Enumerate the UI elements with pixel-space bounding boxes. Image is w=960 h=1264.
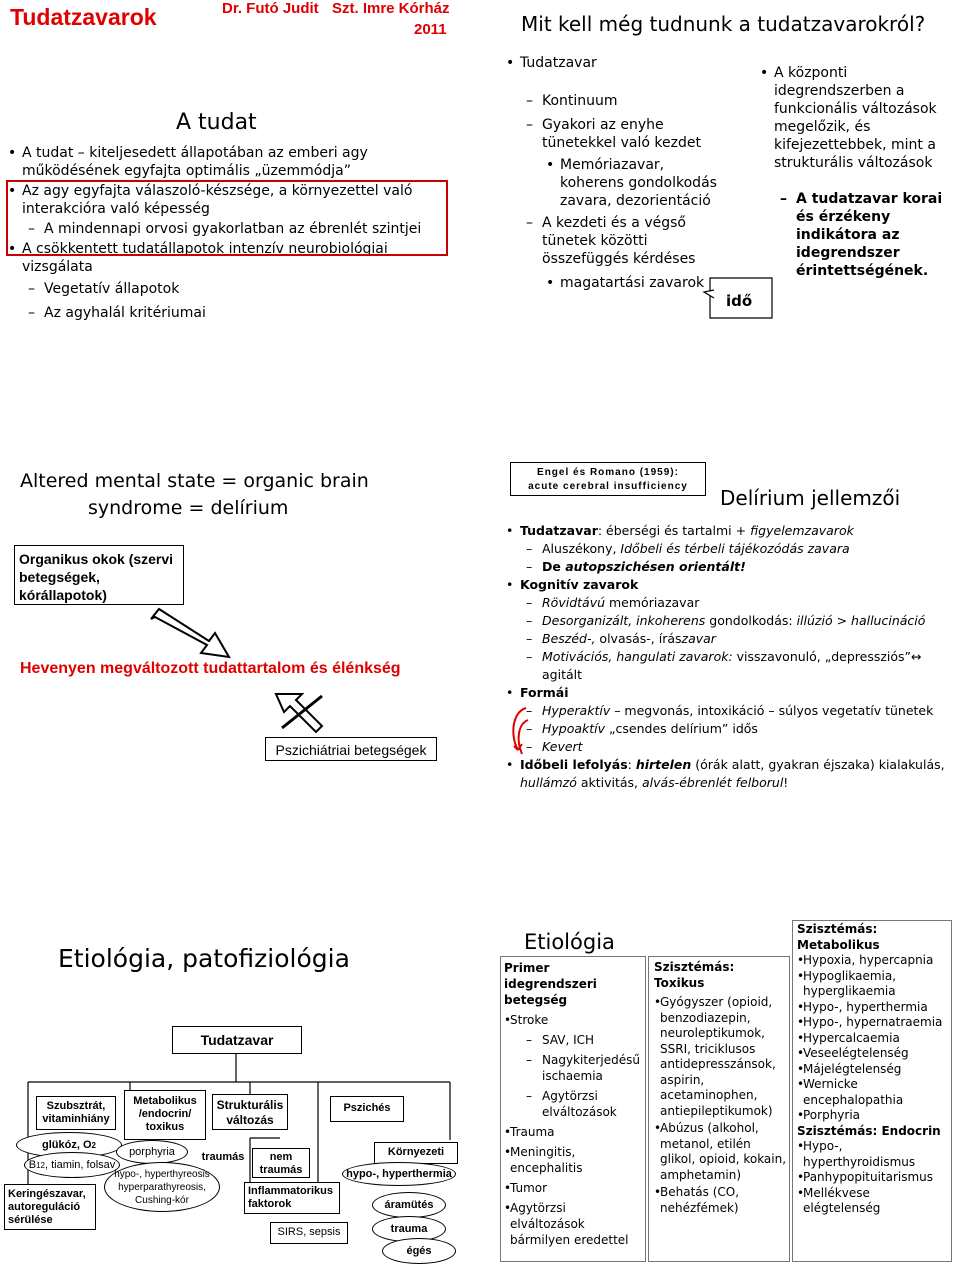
list-item: • Hypo-, hypernatraemia [797,1015,951,1031]
bullet: • Időbeli lefolyás: hirtelen (órák alatt, gyakran éjszaka) kialakulás, hullámzó aktivitás, alvás-ébrenlét felborul! [506,756,946,792]
hypot-oval: hypo-, hyperthermia [342,1162,456,1186]
engel-line1: Engel és Romano (1959): [537,467,679,478]
pszich-box: Pszichés [330,1096,404,1122]
dash-item: – Vegetatív állapotok [28,280,448,298]
highlight-box [6,180,448,256]
slide3-title-1: Altered mental state = organic brain [20,470,369,492]
slide2-title: Mit kell még tudnunk a tudatzavarokról? [521,12,926,36]
list-item: • Porphyria [797,1108,951,1124]
dash-item: – Kontinuum [526,92,726,110]
bullet: • Tudatzavar: éberségi és tartalmi + figyelemzavarok [506,522,946,540]
dash-item: – A tudatzavar korai és érzékeny indikátora az idegrendszer érintettségének. [780,190,950,280]
slide5-title: Etiológia, patofiziológia [58,944,350,973]
hypo-oval: hypo-, hyperthyreosis hyperparathyreosis, Cushing-kór [104,1162,220,1212]
list-item: • Meningitis, encephalitis [504,1144,644,1176]
list-item: • Hypercalcaemia [797,1031,951,1047]
slide4-title: Delírium jellemzői [720,486,901,510]
col3-heading: Szisztémás: Metabolikus [797,922,880,952]
list-item: • Veseelégtelenség [797,1046,951,1062]
list-item: • Abúzus (alkohol, metanol, etilén glikol, opioid, kokain, amphetamin) [654,1121,788,1183]
bullet: • A tudat – kiteljesedett állapotában az emberi agy működésének egyfajta optimális „üzemmódja” [8,144,448,180]
dash-item: – A mindennapi orvosi gyakorlatban az ébrenlét szintjei [28,220,448,238]
year: 2011 [414,21,447,38]
red-bracket-icon [506,706,532,762]
tudatzavar-box: Tudatzavar [172,1026,302,1054]
list-item: • Hypoxia, hypercapnia [797,953,951,969]
ido-label: idő [726,292,753,310]
dash-item: – Aluszékony, Időbeli és térbeli tájékozódás zavara [526,540,946,558]
col2 [654,960,788,1216]
list-item: • Panhypopituitarismus [797,1170,951,1186]
porphyria-oval: porphyria [116,1140,188,1164]
list-item: – Nagykiterjedésű ischaemia [526,1052,642,1084]
list-item: • Tumor [504,1180,644,1196]
hospital: Szt. Imre Kórház [332,0,450,17]
dash-item: – Rövidtávú memóriazavar [526,594,946,612]
glukoz-oval: glükóz, O 2 [16,1132,122,1158]
slide1-title: A tudat [176,110,257,135]
col3 [797,922,951,1217]
dash-item: – Kevert [526,738,946,756]
dash-item: – Gyakori az enyhe tünetekkel való kezdet [526,116,702,152]
eges-oval: égés [382,1238,456,1264]
engel-box [510,462,706,496]
psychiatric-box: Pszichiátriai betegségek [265,737,437,761]
strukt-box: Strukturális változás [212,1094,288,1130]
bullet: • Tudatzavar [506,54,726,72]
dash-item: – Hyperaktív – megvonás, intoxikáció – súlyos vegetatív tünetek [526,702,946,720]
acute-change-text: Hevenyen megváltozott tudattartalom és élénkség [20,660,401,677]
list-item: • Behatás (CO, nehézfémek) [654,1185,788,1216]
sub-bullet: • Memóriazavar, koherens gondolkodás zavara, dezorientáció [546,156,720,210]
col1-heading: Primer idegrendszeri betegség [504,961,597,1007]
list-item: • Hypo-, hyperthermia [797,1000,951,1016]
list-item: • Mellékvese elégtelenség [797,1186,951,1217]
double-arrow-icon: ↔ [911,649,922,664]
sub-bullet: • magatartási zavarok [546,274,730,292]
sirs-box: SIRS, sepsis [270,1222,348,1244]
dash-item: – Beszéd-, olvasás-, írászavar [526,630,946,648]
list-item: • Hypoglikaemia, hyperglikaemia [797,969,951,1000]
nemtraumas-box: nem traumás [252,1148,310,1178]
bullet: • Formái [506,684,946,702]
bullet: • Kognitív zavarok [506,576,946,594]
arrow-icon [145,605,235,660]
list-item: • Gyógyszer (opioid, benzodiazepin, neuroleptikumok, SSRI, triciklusos antidepresszánsok, aspirin, acetaminophen, antiepileptikumok) [654,995,788,1119]
organic-causes-box: Organikus okok (szervi betegségek, kórállapotok) [14,545,184,605]
keringes-box: Keringészavar, autoreguláció sérülése [4,1184,96,1230]
list-item: • Hypo-, hyperthyroidismus [797,1139,951,1170]
col1 [504,960,644,1248]
dash-item: – A kezdeti és a végső tünetek közötti összefüggés kérdéses [526,214,712,268]
list-item: • Agytörzsi elváltozások bármilyen eredettel [504,1200,644,1248]
dash-item: – Motivációs, hangulati zavarok: visszavonuló, „depressziós”↔ agitált [526,648,922,684]
dash-item: – Desorganizált, inkoherens gondolkodás: illúzió > hallucináció [526,612,946,630]
kornyezeti-box: Környezeti [374,1142,458,1164]
slide4-body [506,522,946,792]
slide6-title: Etiológia [524,930,615,954]
b12-oval: B 12 , tiamin, folsav [24,1152,120,1178]
dash-item: – De autopszichésen orientált! [526,558,946,576]
slide2-left [506,54,726,292]
aramutes-oval: áramütés [372,1192,446,1218]
dash-item: – Az agyhalál kritériumai [28,304,448,322]
traumas-label: traumás [201,1151,245,1163]
slide2-right [760,64,950,280]
col2-heading: Szisztémás: Toxikus [654,960,735,990]
szubsztrat-box: Szubsztrát, vitaminhiány [36,1096,116,1130]
bullet: • A csökkentett tudatállapotok intenzív neurobiológiai vizsgálata [8,240,448,276]
list-item: – SAV, ICH [526,1032,644,1048]
bullet: • A központi idegrendszerben a funkcionális változások megelőzik, és kifejezettebbek, mint a strukturális változások [760,64,950,172]
list-item: • Májelégtelenség [797,1062,951,1078]
page-title: Tudatzavarok [10,4,157,30]
slide3-title-2: syndrome = delírium [88,497,289,519]
inflam-box: Inflammatorikus faktorok [244,1182,340,1214]
trauma-oval: trauma [372,1216,446,1242]
metab-box: Metabolikus /endocrin/ toxikus [124,1090,206,1140]
list-item: – Agytörzsi elváltozások [526,1088,642,1120]
bullet: • Az agy egyfajta válaszoló-készsége, a környezettel való interakcióra való képesség [8,182,448,218]
list-item: • Stroke [504,1012,644,1028]
author: Dr. Futó Judit [222,0,319,17]
engel-line2: acute cerebral insufficiency [528,481,688,492]
col4-heading: Szisztémás: Endocrin [797,1123,941,1138]
crossed-arrow-icon [272,690,332,738]
dash-item: – Hypoaktív „csendes delírium” idős [526,720,946,738]
list-item: • Trauma [504,1124,644,1140]
list-item: • Wernicke encephalopathia [797,1077,951,1108]
